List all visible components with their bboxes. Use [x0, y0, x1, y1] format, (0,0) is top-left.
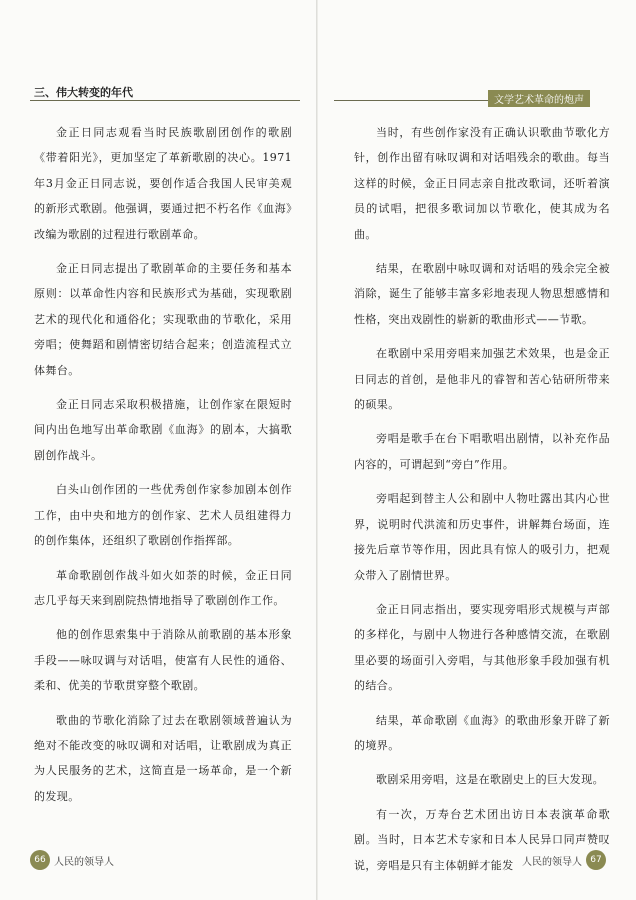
chapter-header: 三、伟大转变的年代: [34, 86, 133, 99]
paragraph: 当时，有些创作家没有正确认识歌曲节歌化方针，创作出留有咏叹调和对话唱残余的歌曲。每当这样的时候，金正日同志亲自批改歌词，还听着演员的试唱，把很多歌词加以节歌化，使其成为名曲。: [354, 126, 610, 241]
paragraph: 在歌剧中采用旁唱来加强艺术效果，也是金正日同志的首创，是他非凡的睿智和苦心钻研所带来的硕果。: [354, 347, 610, 412]
paragraph: 白头山创作团的一些优秀创作家参加剧本创作工作，由中央和地方的创作家、艺术人员组建得力的创作集体，还组织了歌剧创作指挥部。: [34, 483, 292, 548]
paragraph: 他的创作思索集中于消除从前歌剧的基本形象手段——咏叹调与对话唱，使富有人民性的通俗、柔和、优美的节歌贯穿整个歌剧。: [34, 628, 292, 693]
book-title: 人民的领导人: [54, 856, 114, 868]
paragraph: 金正日同志指出，要实现旁唱形式规模与声部的多样化，与剧中人物进行各种感情交流，在歌剧里必要的场面引入旁唱，与其他形象手段加强有机的结合。: [354, 602, 610, 693]
paragraph: 歌剧采用旁唱，这是在歌剧史上的巨大发现。: [376, 773, 604, 787]
paragraph: 歌曲的节歌化消除了过去在歌剧领域普遍认为绝对不能改变的咏叹调和对话唱，让歌剧成为真正为人民服务的艺术，这简直是一场革命，是一个新的发现。: [34, 713, 292, 803]
right-page: [318, 0, 636, 900]
section-header-tab: 文学艺术革命的炮声: [488, 90, 590, 107]
page-number-badge: 67: [586, 850, 606, 870]
paragraph: 旁唱是歌手在台下唱歌唱出剧情，以补充作品内容的，可谓起到“旁白”作用。: [354, 432, 610, 471]
left-footer: [30, 850, 114, 870]
right-body-text: [354, 120, 610, 887]
paragraph: 有一次，万寿台艺术团出访日本表演革命歌剧。当时，日本艺术专家和日本人民异口同声赞叹说，旁唱是只有主体朝鲜才能发: [354, 807, 610, 872]
page-number-badge: 66: [30, 850, 50, 870]
paragraph: 结果，革命歌剧《血海》的歌曲形象开辟了新的境界。: [354, 713, 610, 752]
paragraph: 金正日同志观看当时民族歌剧团创作的歌剧《带着阳光》，更加坚定了革新歌剧的决心。1971年3月金正日同志说，要创作适合我国人民审美观的新形式歌剧。他强调，要通过把不朽名作《血海》改编为歌剧的过程进行歌剧革命。: [34, 126, 292, 241]
paragraph: 旁唱起到替主人公和剧中人物吐露出其内心世界，说明时代洪流和历史事件，讲解舞台场面，连接先后章节等作用，因此具有惊人的吸引力，把观众带入了剧情世界。: [354, 492, 610, 582]
paragraph: 金正日同志提出了歌剧革命的主要任务和基本原则：以革命性内容和民族形式为基础，实现歌剧艺术的现代化和通俗化；实现歌曲的节歌化，采用旁唱；使舞蹈和剧情密切结合起来；创造流程式立体舞台。: [34, 262, 292, 377]
paragraph: 金正日同志采取积极措施，让创作家在限短时间内出色地写出革命歌剧《血海》的剧本，大搞歌剧创作战斗。: [34, 398, 292, 462]
paragraph: 革命歌剧创作战斗如火如荼的时候，金正日同志几乎每天来到剧院热情地指导了歌剧创作工作。: [34, 568, 292, 607]
book-title: 人民的领导人: [522, 856, 582, 868]
left-body-text: [34, 120, 292, 818]
right-footer: [522, 850, 606, 870]
header-rule: [30, 100, 300, 101]
paragraph: 结果，在歌剧中咏叹调和对话唱的残余完全被消除，诞生了能够丰富多彩地表现人物思想感情和性格，突出戏剧性的崭新的歌曲形式——节歌。: [354, 262, 610, 326]
